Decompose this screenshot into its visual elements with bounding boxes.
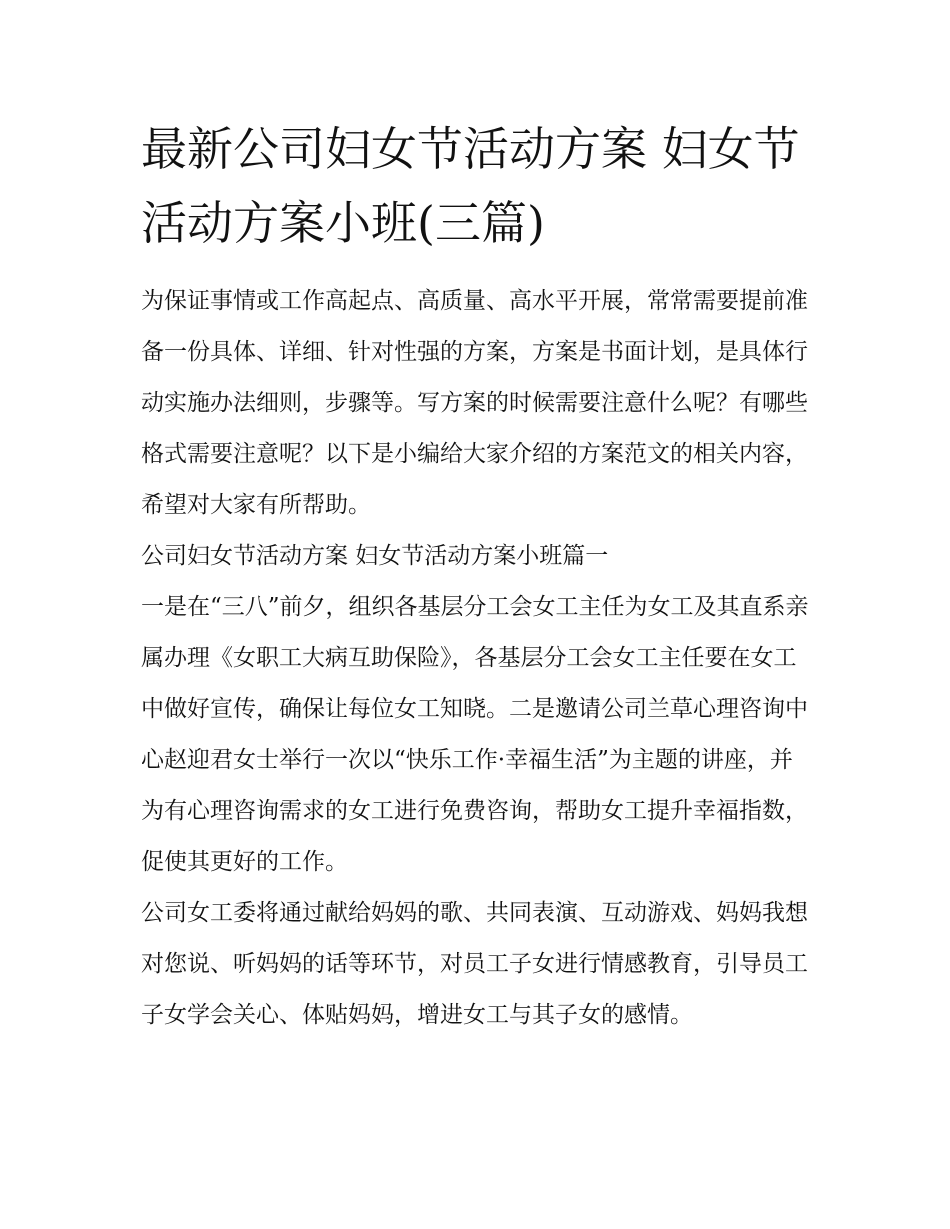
document-content [141,112,813,1041]
intro-paragraph: 为保证事情或工作高起点、高质量、高水平开展，常常需要提前准备一份具体、详细、针对性强的方案，方案是书面计划，是具体行动实施办法细则，步骤等。写方案的时候需要注意什么呢？有哪些格式需要注意呢？以下是小编给大家介绍的方案范文的相关内容，希望对大家有所帮助。 [141,288,808,518]
document-title: 最新公司妇女节活动方案 妇女节活动方案小班(三篇) [141,122,800,250]
body-paragraph-2: 公司女工委将通过献给妈妈的歌、共同表演、互动游戏、妈妈我想对您说、听妈妈的话等环节，对员工子女进行情感教育，引导员工子女学会关心、体贴妈妈，增进女工与其子女的感情。 [141,900,808,1028]
body-paragraph-1: 一是在“三八”前夕，组织各基层分工会女工主任为女工及其直系亲属办理《女职工大病互助保险》，各基层分工会女工主任要在女工中做好宣传，确保让每位女工知晓。二是邀请公司兰草心理咨询中心赵迎君女士举行一次以“快乐工作·幸福生活”为主题的讲座，并为有心理咨询需求的女工进行免费咨询，帮助女工提升幸福指数，促使其更好的工作。 [141,594,809,875]
section-heading: 公司妇女节活动方案 妇女节活动方案小班篇一 [141,543,609,569]
document-body [141,276,813,1041]
